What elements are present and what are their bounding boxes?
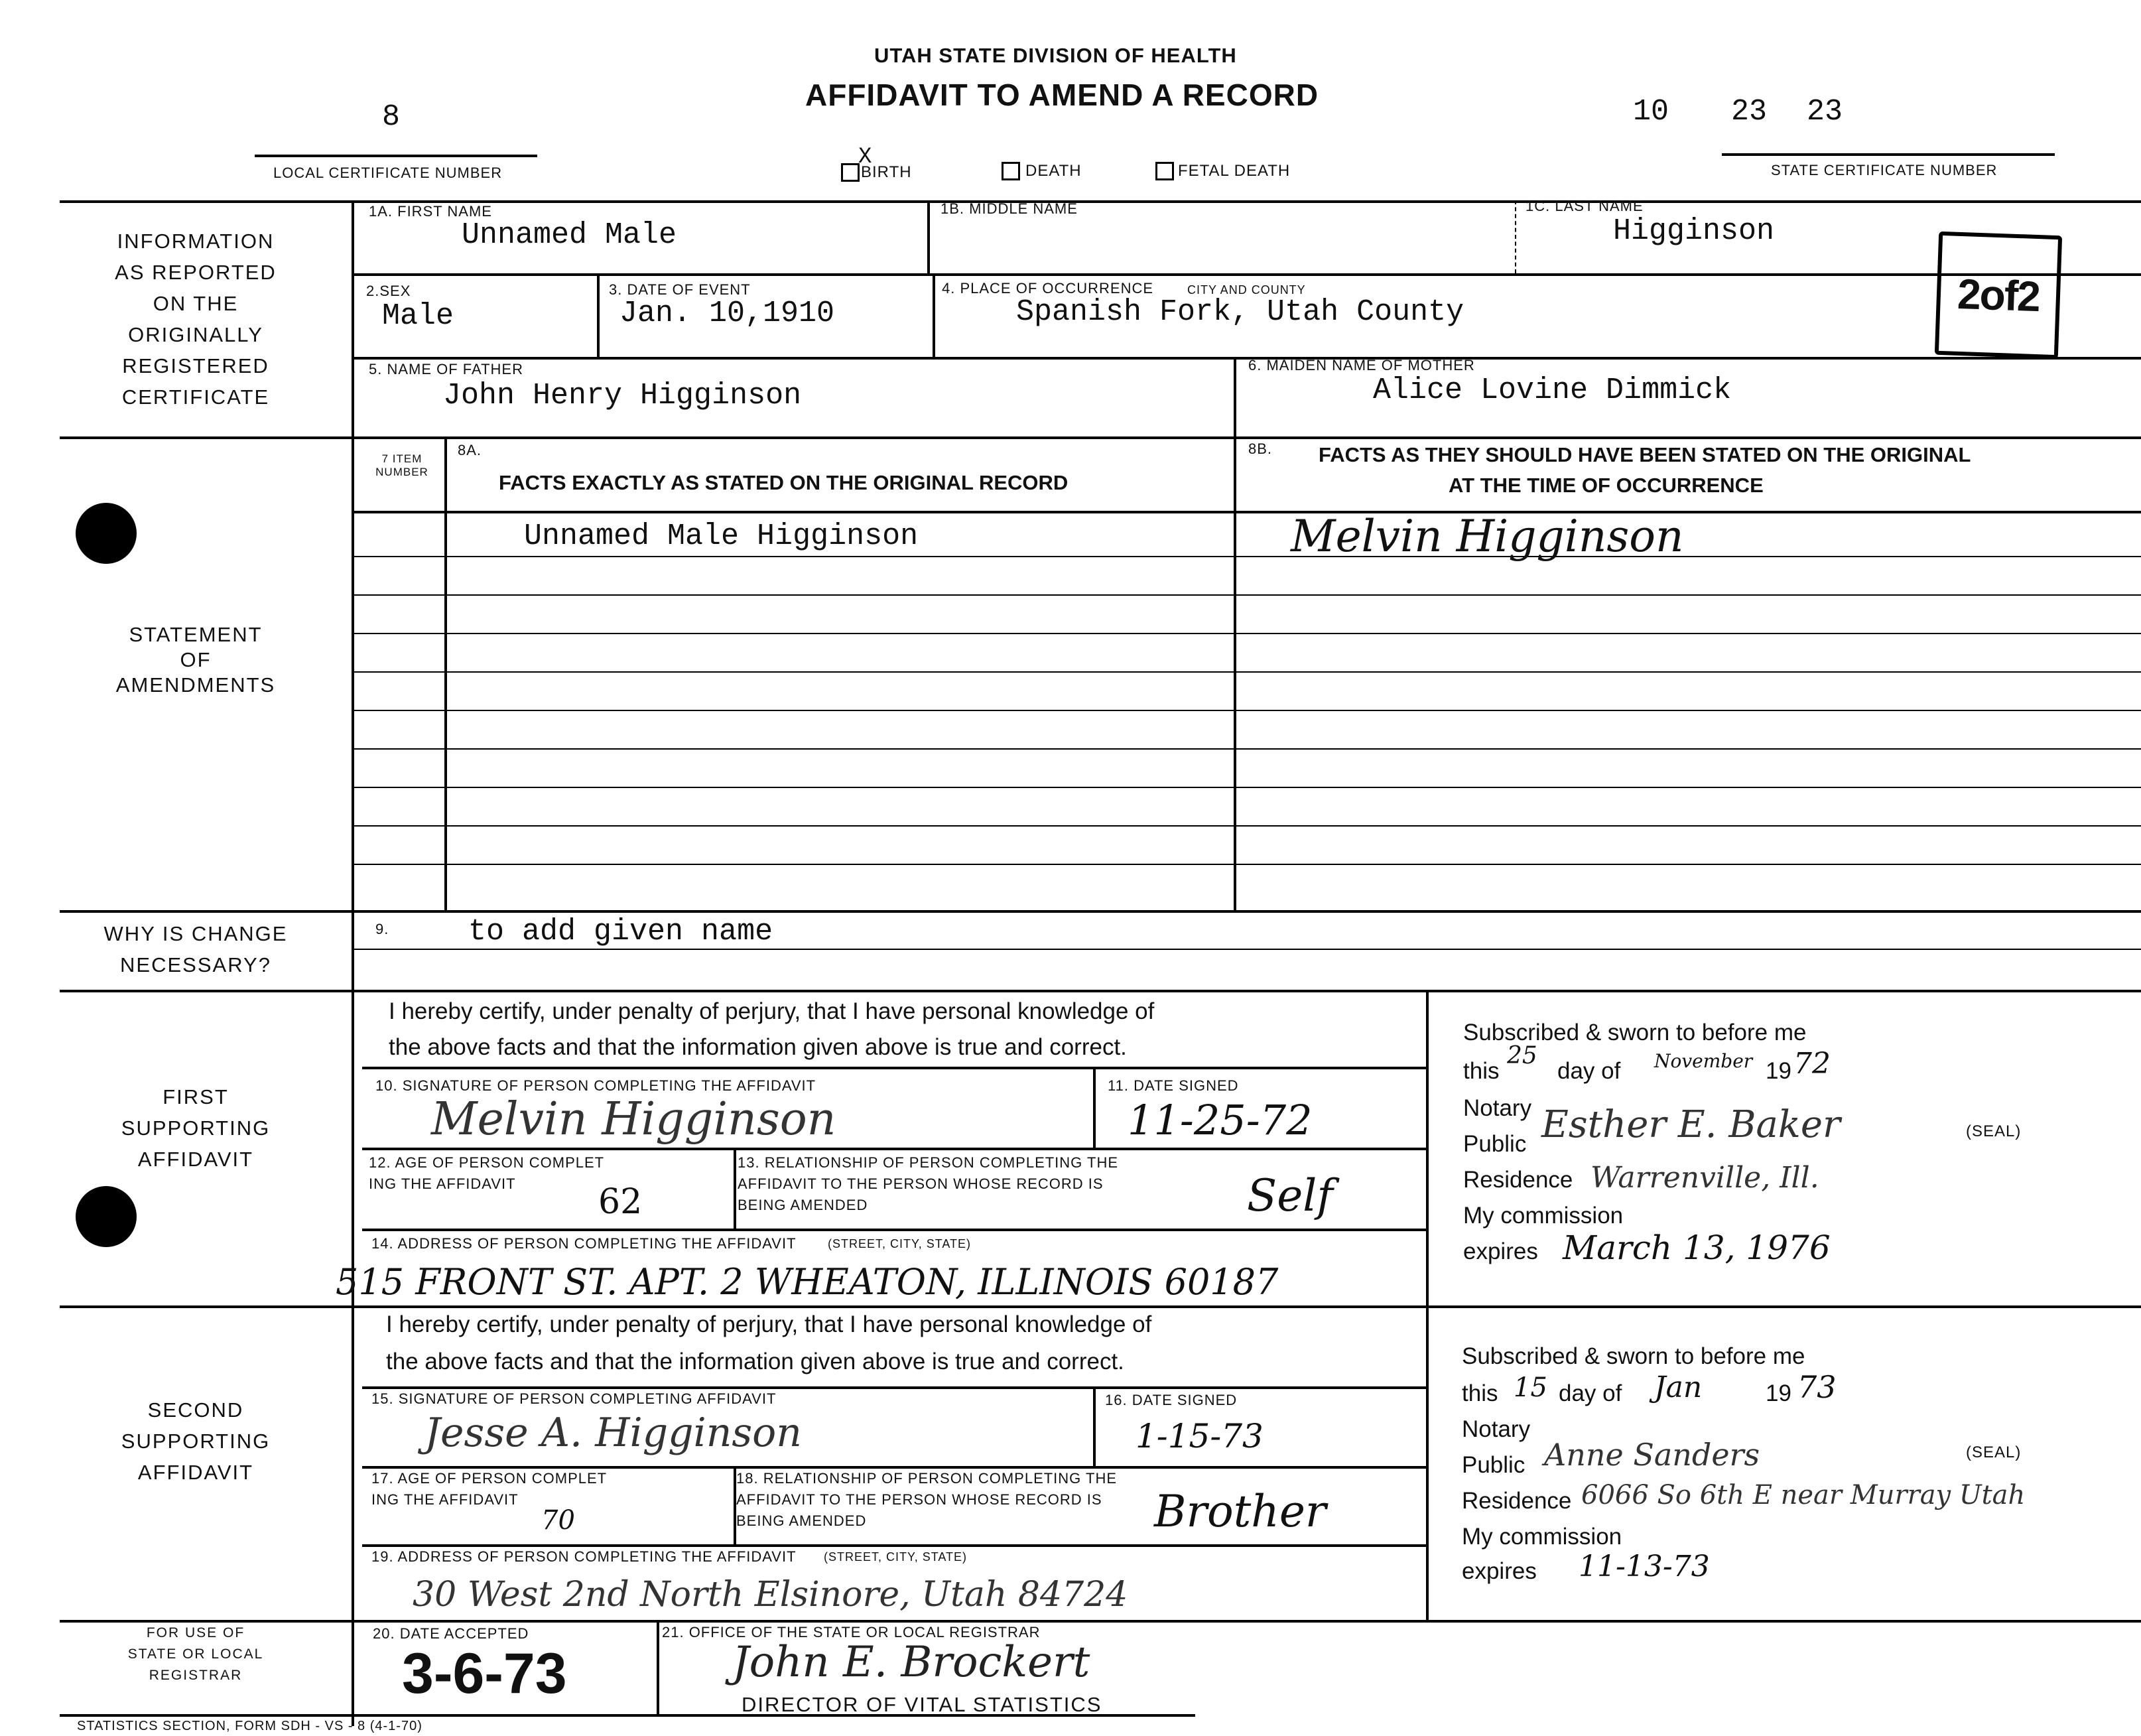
place-sub-label: CITY AND COUNTY	[1187, 283, 1306, 297]
section-label-second: SECOND SUPPORTING AFFIDAVIT	[121, 1398, 271, 1484]
row-line-name	[352, 273, 2141, 276]
amend-row-line-2	[352, 594, 2141, 596]
first-expires-label: expires	[1463, 1238, 1538, 1264]
punch-hole-lower	[76, 1186, 137, 1247]
sex-label: 2.SEX	[366, 283, 411, 299]
divider-item-8a	[444, 436, 447, 910]
divider-second-notary	[1426, 1305, 1429, 1620]
second-seal-label: (SEAL)	[1966, 1443, 2022, 1461]
col-8b-heading-2: AT THE TIME OF OCCURRENCE	[1449, 474, 1764, 497]
section-line-amend	[60, 436, 2141, 439]
second-notary-month: Jan	[1654, 1370, 1703, 1404]
local-certificate-number: 8	[382, 100, 401, 134]
first-notary-day: 25	[1507, 1042, 1537, 1069]
divider-father-mother	[1234, 357, 1236, 436]
state-cert-number-1: 10	[1633, 95, 1669, 129]
first-residence-label: Residence	[1463, 1167, 1573, 1193]
section-line-why	[60, 910, 2141, 913]
death-checkbox[interactable]	[1002, 162, 1020, 180]
second-row-line-2	[362, 1466, 1426, 1469]
place-value: Spanish Fork, Utah County	[1016, 295, 1464, 329]
first-notary-this: this	[1463, 1058, 1500, 1084]
first-expires-value: March 13, 1976	[1563, 1229, 1831, 1267]
second-notary-year: 73	[1797, 1369, 1837, 1405]
row-line-event	[352, 357, 2141, 360]
first-age-label-1: 12. AGE OF PERSON COMPLET	[369, 1154, 605, 1171]
mother-label: 6. MAIDEN NAME OF MOTHER	[1248, 357, 1475, 373]
section-line-first	[60, 990, 2141, 992]
second-signature: Jesse A. Higginson	[424, 1410, 802, 1456]
place-label: 4. PLACE OF OCCURRENCE	[942, 280, 1154, 297]
section-label-info: INFORMATION AS REPORTED ON THE ORIGINALLY REGISTERED CERTIFICATE	[115, 230, 277, 409]
father-label: 5. NAME OF FATHER	[369, 361, 523, 377]
first-divider-age-rel	[734, 1148, 736, 1229]
first-public-label: Public	[1463, 1131, 1527, 1157]
first-date-signed-label: 11. DATE SIGNED	[1108, 1077, 1239, 1094]
local-cert-line	[255, 155, 537, 157]
second-signature-label: 15. SIGNATURE OF PERSON COMPLETING AFFIDAVIT	[371, 1390, 777, 1407]
first-residence-value: Warrenville, Ill.	[1590, 1161, 1819, 1195]
second-address-value: 30 West 2nd North Elsinore, Utah 84724	[413, 1575, 1128, 1615]
divider-date-place	[933, 273, 935, 357]
second-public-label: Public	[1462, 1452, 1525, 1478]
sex-value: Male	[382, 299, 454, 333]
second-row-line-3	[362, 1544, 1426, 1547]
mother-value: Alice Lovine Dimmick	[1373, 373, 1732, 407]
amend-row-line-4	[352, 671, 2141, 673]
second-relationship-label-3: BEING AMENDED	[736, 1512, 867, 1529]
first-notary-month: November	[1654, 1050, 1753, 1072]
punch-hole-upper	[76, 503, 137, 564]
first-notary-year: 72	[1793, 1047, 1831, 1081]
first-notary-day-of: day of	[1557, 1058, 1621, 1084]
divider-accepted-office	[657, 1620, 659, 1717]
divider-sex-date	[597, 273, 600, 357]
registrar-title: DIRECTOR OF VITAL STATISTICS	[742, 1693, 1102, 1716]
first-date-signed: 11-25-72	[1128, 1096, 1313, 1144]
label-column-divider	[352, 200, 354, 1726]
first-relationship-label-3: BEING AMENDED	[738, 1197, 868, 1213]
first-row-line-2	[362, 1148, 1426, 1150]
state-cert-number-3: 23	[1807, 95, 1843, 129]
second-expires-value: 11-13-73	[1579, 1550, 1710, 1583]
amend-row-line-3	[352, 633, 2141, 634]
middle-name-label: 1B. MIDDLE NAME	[941, 200, 1078, 217]
first-notary-label: Notary	[1463, 1095, 1532, 1121]
local-cert-label: LOCAL CERTIFICATE NUMBER	[273, 165, 503, 181]
second-divider-sig-date	[1093, 1386, 1096, 1466]
col-8a-number: 8A.	[458, 442, 482, 458]
second-residence-label: Residence	[1462, 1488, 1572, 1514]
divider-8a-8b	[1234, 436, 1236, 910]
form-footer: STATISTICS SECTION, FORM SDH - VS - 8 (4-1-70)	[77, 1719, 422, 1733]
corrected-name-value: Melvin Higginson	[1291, 511, 1684, 562]
second-expires-label: expires	[1462, 1558, 1537, 1584]
second-address-sub-label: (STREET, CITY, STATE)	[824, 1550, 968, 1564]
first-name-label: 1A. FIRST NAME	[369, 203, 492, 220]
divider-first-notary	[1426, 990, 1429, 1305]
amend-row-line-8	[352, 825, 2141, 827]
second-certify-line-2: the above facts and that the information given above is true and correct.	[386, 1349, 1124, 1374]
date-accepted-label: 20. DATE ACCEPTED	[373, 1625, 529, 1642]
amend-row-line-5	[352, 710, 2141, 711]
birth-checkbox[interactable]	[841, 163, 860, 182]
amend-row-line-9	[352, 864, 2141, 865]
second-address-label: 19. ADDRESS OF PERSON COMPLETING THE AFFIDAVIT	[371, 1548, 797, 1565]
second-certify-line-1: I hereby certify, under penalty of perjury, that I have personal knowledge of	[386, 1311, 1152, 1337]
first-commission-label: My commission	[1463, 1203, 1624, 1229]
second-notary-year-prefix: 19	[1766, 1380, 1791, 1406]
second-public-value: Anne Sanders	[1544, 1437, 1760, 1473]
date-of-event-value: Jan. 10,1910	[619, 297, 835, 330]
first-divider-sig-date	[1093, 1067, 1096, 1148]
reason-value: to add given name	[468, 915, 773, 949]
second-age-label-1: 17. AGE OF PERSON COMPLET	[371, 1470, 608, 1487]
second-relationship-value: Brother	[1154, 1486, 1327, 1537]
last-name-label: 1C. LAST NAME	[1525, 198, 1644, 214]
second-notary-label: Notary	[1462, 1416, 1531, 1442]
fetal-death-label: FETAL DEATH	[1178, 162, 1291, 180]
father-value: John Henry Higginson	[443, 379, 802, 413]
last-name-value: Higginson	[1613, 214, 1775, 248]
first-seal-label: (SEAL)	[1966, 1122, 2022, 1140]
section-label-statement: STATEMENT OF AMENDMENTS	[115, 623, 276, 697]
second-commission-label: My commission	[1462, 1524, 1622, 1550]
first-name-value: Unnamed Male	[462, 218, 677, 252]
why-row-line	[352, 949, 2141, 950]
second-relationship-label-2: AFFIDAVIT TO THE PERSON WHOSE RECORD IS	[736, 1491, 1102, 1508]
section-line-registrar	[60, 1620, 2141, 1623]
state-cert-number-2: 23	[1731, 95, 1768, 129]
state-cert-label: STATE CERTIFICATE NUMBER	[1771, 162, 1998, 178]
first-certify-line-1: I hereby certify, under penalty of perjury, that I have personal knowledge of	[389, 998, 1155, 1024]
second-age-label-2: ING THE AFFIDAVIT	[371, 1491, 519, 1508]
divider-1a-1b	[927, 200, 930, 273]
page-count-stamp-text: 2of2	[1956, 269, 2041, 321]
second-date-signed-label: 16. DATE SIGNED	[1105, 1392, 1238, 1408]
amend-row-line-1	[352, 556, 2141, 557]
date-accepted-value: 3-6-73	[402, 1642, 567, 1705]
reason-number: 9.	[375, 921, 389, 937]
second-notary-day-of: day of	[1559, 1380, 1622, 1406]
fetal-death-checkbox[interactable]	[1155, 162, 1174, 180]
death-label: DEATH	[1025, 162, 1082, 180]
first-address-value: 515 FRONT ST. APT. 2 WHEATON, ILLINOIS 60187	[336, 1261, 1279, 1303]
first-notary-year-prefix: 19	[1766, 1058, 1791, 1084]
first-row-line-3	[362, 1229, 1426, 1231]
second-age-value: 70	[541, 1505, 575, 1536]
col-8a-heading: FACTS EXACTLY AS STATED ON THE ORIGINAL RECORD	[499, 471, 1069, 494]
divider-1b-1c	[1515, 200, 1516, 273]
second-residence-value: 6066 So 6th E near Murray Utah	[1581, 1480, 2026, 1510]
first-relationship-label-2: AFFIDAVIT TO THE PERSON WHOSE RECORD IS	[738, 1175, 1104, 1192]
second-relationship-label-1: 18. RELATIONSHIP OF PERSON COMPLETING THE	[736, 1470, 1118, 1487]
section-label-first: FIRST SUPPORTING AFFIDAVIT	[121, 1085, 271, 1171]
page-count-stamp	[1935, 232, 2062, 359]
col-8b-heading-1: FACTS AS THEY SHOULD HAVE BEEN STATED ON THE ORIGINAL	[1319, 443, 1971, 466]
registrar-signature: John E. Brockert	[732, 1638, 1090, 1687]
registrar-office-label: 21. OFFICE OF THE STATE OR LOCAL REGISTRAR	[662, 1624, 1041, 1640]
state-cert-line	[1722, 153, 2055, 156]
first-address-label: 14. ADDRESS OF PERSON COMPLETING THE AFFIDAVIT	[371, 1235, 797, 1252]
first-row-line-1	[362, 1067, 1426, 1069]
date-of-event-label: 3. DATE OF EVENT	[609, 281, 751, 298]
form-title: AFFIDAVIT TO AMEND A RECORD	[805, 78, 1319, 112]
second-notary-day: 15	[1514, 1372, 1547, 1403]
item-number-label: 7 ITEM NUMBER	[375, 452, 428, 478]
amend-row-line-7	[352, 787, 2141, 788]
first-relationship-label-1: 13. RELATIONSHIP OF PERSON COMPLETING THE	[738, 1154, 1119, 1171]
col-8b-number: 8B.	[1248, 440, 1273, 457]
second-row-line-1	[362, 1386, 1426, 1389]
section-label-why: WHY IS CHANGE NECESSARY?	[103, 922, 288, 976]
first-signature-label: 10. SIGNATURE OF PERSON COMPLETING THE AFFIDAVIT	[375, 1077, 816, 1094]
first-certify-line-2: the above facts and that the information given above is true and correct.	[389, 1034, 1127, 1060]
first-address-sub-label: (STREET, CITY, STATE)	[828, 1237, 972, 1250]
first-signature: Melvin Higginson	[431, 1093, 836, 1146]
first-notary-sworn: Subscribed & sworn to before me	[1463, 1020, 1807, 1045]
second-notary-this: this	[1462, 1380, 1498, 1406]
amend-row-line-6	[352, 748, 2141, 750]
first-age-value: 62	[598, 1182, 643, 1222]
first-public-value: Esther E. Baker	[1541, 1103, 1841, 1146]
second-notary-sworn: Subscribed & sworn to before me	[1462, 1343, 1805, 1369]
first-age-label-2: ING THE AFFIDAVIT	[369, 1175, 516, 1192]
section-label-registrar: FOR USE OF STATE OR LOCAL REGISTRAR	[127, 1625, 264, 1683]
agency-name: UTAH STATE DIVISION OF HEALTH	[874, 44, 1237, 67]
second-date-signed: 1-15-73	[1135, 1417, 1264, 1455]
birth-check-mark: X	[858, 145, 872, 170]
birth-label: BIRTH	[861, 163, 912, 181]
first-relationship-value: Self	[1247, 1170, 1333, 1221]
amend-header-line	[352, 511, 2141, 513]
original-name-value: Unnamed Male Higginson	[524, 519, 919, 553]
